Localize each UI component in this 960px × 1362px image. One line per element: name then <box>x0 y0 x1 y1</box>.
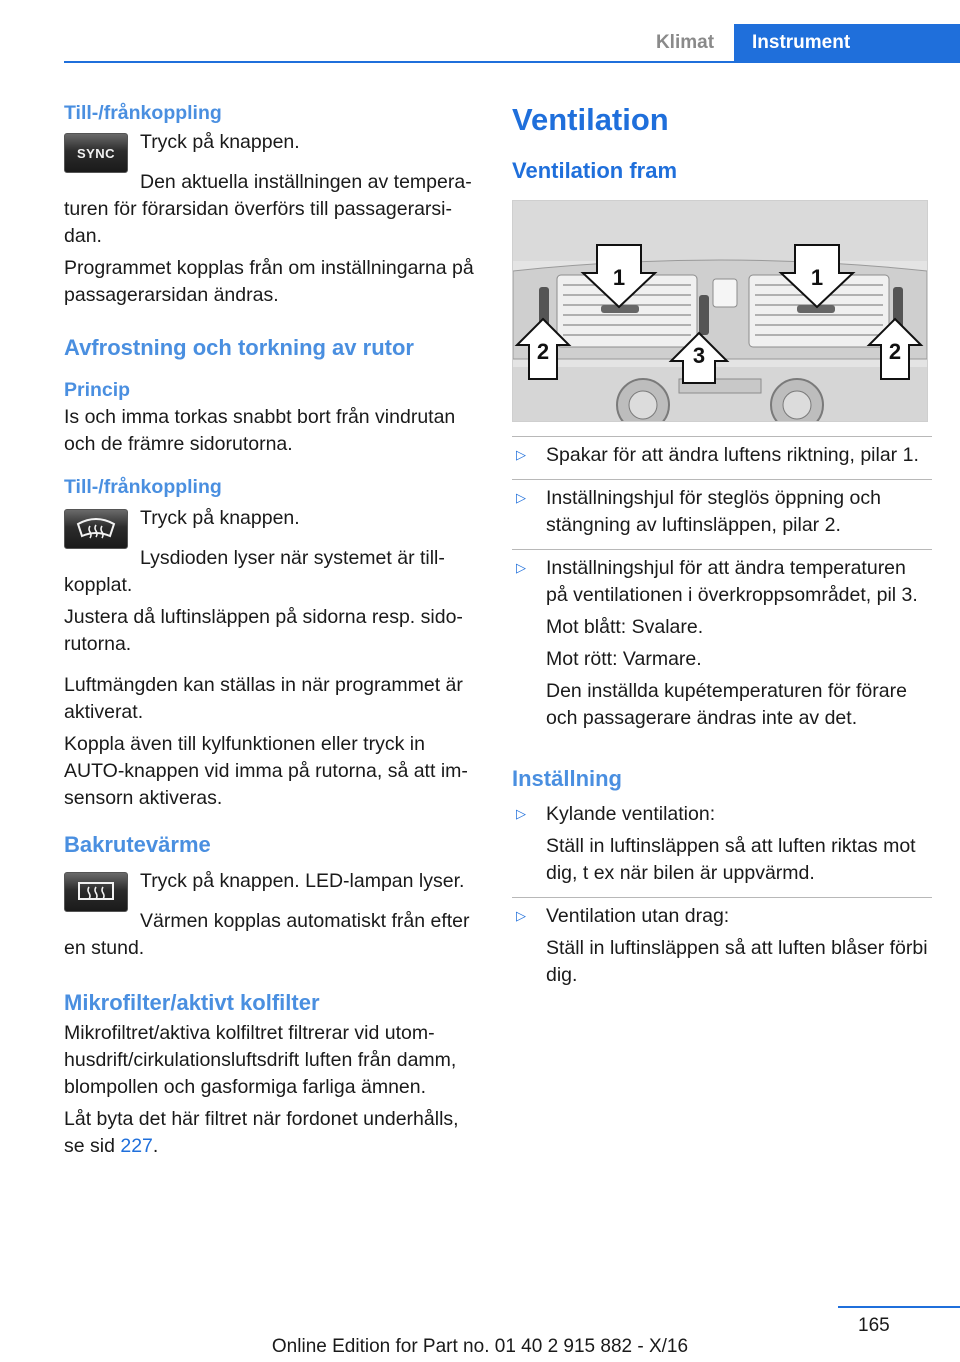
filter-heading: Mikrofilter/aktivt kolfilter <box>64 990 320 1015</box>
rear-row <box>64 868 478 912</box>
setting-list <box>512 796 932 999</box>
ventilation-title: Ventilation <box>512 102 669 137</box>
triangle-bullet-icon: ▷ <box>516 908 526 923</box>
defrost-text-3: Justera då luftinsläppen på sidorna resp. sido-rutorna. <box>64 606 463 655</box>
left-column <box>64 100 478 1165</box>
section-tab-klimat[interactable]: Klimat <box>636 24 734 62</box>
defrost-text-4: Luftmängden kan ställas in när programmet är aktiverat. <box>64 674 463 723</box>
defrost-text-2: Lysdioden lyser när systemet är till-kopplat. <box>64 547 445 596</box>
list-item <box>512 796 932 898</box>
image-label-arrow-2-right: 2 <box>888 339 902 364</box>
footer-divider <box>838 1306 960 1308</box>
list-item <box>512 480 932 550</box>
defrost-heading: Avfrostning och torkning av rutor <box>64 335 414 360</box>
image-label-arrow-2-left: 2 <box>536 339 550 364</box>
sync-text-1: Tryck på knappen. <box>140 131 300 153</box>
princip-heading: Princip <box>64 379 131 401</box>
rear-window-heat-icon <box>64 872 128 912</box>
list-item-text: Den inställda kupétemperaturen för förare och passagerare ändras inte av det. <box>546 680 907 729</box>
filter-text-2-suffix: . <box>152 1135 159 1157</box>
list-item-text: Mot rött: Varmare. <box>546 648 702 670</box>
sync-heading: Till-/frånkoppling <box>64 102 222 124</box>
defrost-row <box>64 505 478 549</box>
sync-row <box>64 129 478 173</box>
triangle-bullet-icon: ▷ <box>516 447 526 462</box>
ventilation-image <box>512 200 928 422</box>
ventilation-subtitle: Ventilation fram <box>512 158 678 183</box>
list-item-text: Kylande ventilation: <box>546 803 716 825</box>
defrost-text-1: Tryck på knappen. <box>140 507 300 529</box>
sync-button-icon <box>64 133 128 173</box>
header-tabs <box>636 24 960 62</box>
list-item-text: Ställ in luftinsläppen så att luften blåser förbi dig. <box>546 937 928 986</box>
filter-text-1: Mikrofiltret/aktiva kolfiltret filtrerar vid utom-husdrift/cirkulationsluftsdrift luften från damm, blompollen och gasformiga farliga ämnen. <box>64 1022 457 1098</box>
sync-button-label: SYNC <box>76 145 116 161</box>
list-item-text: Ställ in luftinsläppen så att luften riktas mot dig, t ex när bilen är uppvärmd. <box>546 835 916 884</box>
rear-text-2: Värmen kopplas automatiskt från efter en stund. <box>64 910 470 959</box>
image-label-arrow-3: 3 <box>692 343 706 368</box>
setting-heading: Inställning <box>512 766 622 791</box>
footer-edition: Online Edition for Part no. 01 40 2 915 882 - X/16 <box>271 1336 689 1357</box>
list-item-text: Inställningshjul för att ändra temperaturen på ventilationen i överkroppsområdet, pil 3. <box>546 557 918 606</box>
list-item <box>512 898 932 999</box>
page-link-227[interactable]: 227 <box>120 1135 153 1157</box>
defrost-text-5: Koppla även till kylfunktionen eller tryck in AUTO-knappen vid imma på rutorna, så att im-sensorn aktiveras. <box>64 733 468 809</box>
image-label-arrow-1-left: 1 <box>612 265 626 290</box>
rear-window-heading: Bakrutevärme <box>64 832 211 857</box>
princip-text: Is och imma torkas snabbt bort från vindrutan och de främre sidorutorna. <box>64 406 456 455</box>
image-label-arrow-1-right: 1 <box>810 265 824 290</box>
rear-text-1: Tryck på knappen. LED-lampan lyser. <box>140 870 465 892</box>
list-item-text: Mot blått: Svalare. <box>546 616 704 638</box>
header-divider <box>64 61 960 63</box>
page-number: 165 <box>858 1315 890 1336</box>
right-column <box>512 100 932 999</box>
defrost-onoff-heading: Till-/frånkoppling <box>64 476 222 498</box>
filter-text-2-prefix: Låt byta det här filtret när fordonet underhålls, se sid <box>64 1108 459 1157</box>
list-item-text: Inställningshjul för steglös öppning och stängning av luftinsläppen, pilar 2. <box>546 487 881 536</box>
windshield-defrost-icon <box>64 509 128 549</box>
triangle-bullet-icon: ▷ <box>516 560 526 575</box>
list-item <box>512 437 932 480</box>
ventilation-list <box>512 436 932 742</box>
list-item <box>512 550 932 742</box>
list-item-text: Ventilation utan drag: <box>546 905 730 927</box>
triangle-bullet-icon: ▷ <box>516 806 526 821</box>
filter-text-2 <box>64 1106 478 1160</box>
list-item-text: Spakar för att ändra luftens riktning, pilar 1. <box>546 444 919 466</box>
sync-text-3: Programmet kopplas från om inställningarna på passagerarsidan ändras. <box>64 257 474 306</box>
sync-text-2: Den aktuella inställningen av tempera-turen för förarsidan överförs till passagerarsi-dan. <box>64 171 472 247</box>
triangle-bullet-icon: ▷ <box>516 490 526 505</box>
chapter-tab-instrument[interactable]: Instrument <box>734 24 960 62</box>
